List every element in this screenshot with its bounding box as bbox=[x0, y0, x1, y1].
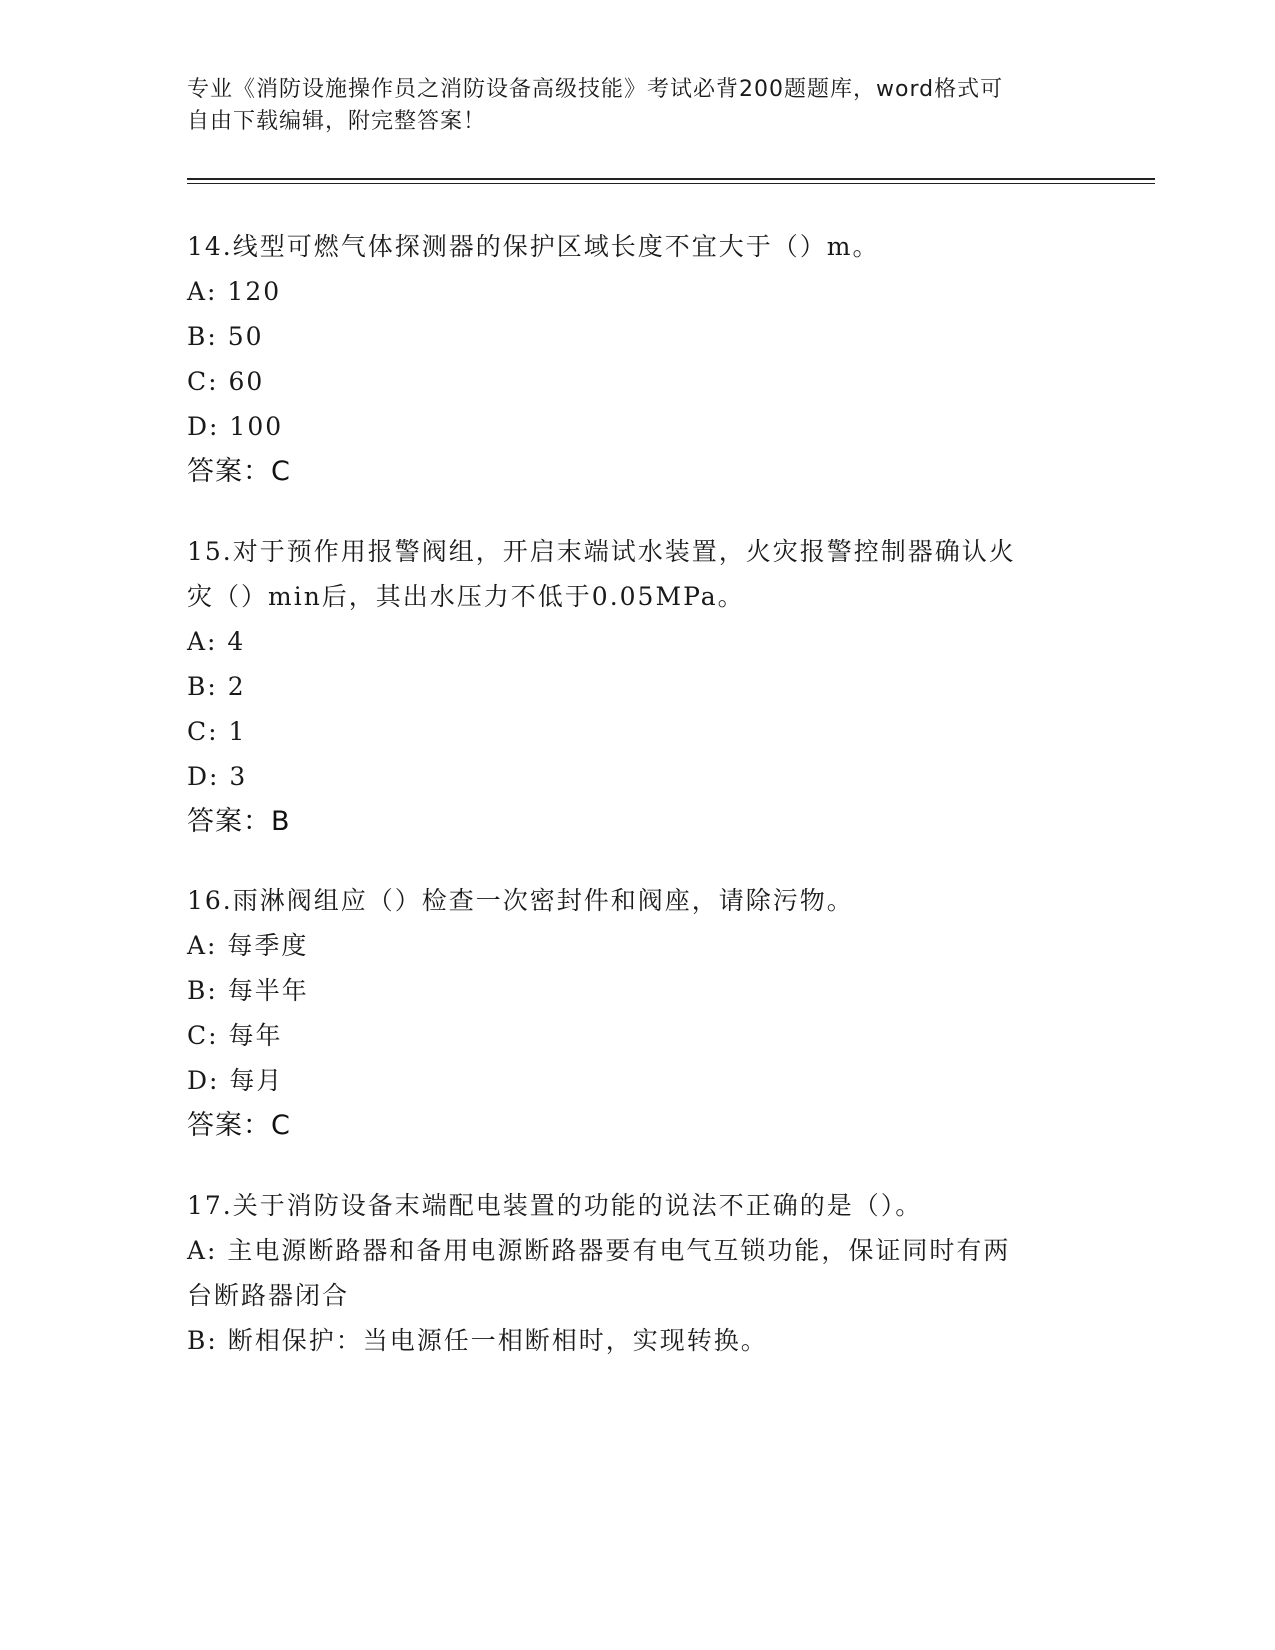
option-c: C: 60 bbox=[187, 367, 265, 396]
header-divider bbox=[187, 178, 1155, 184]
answer-label: 答案：C bbox=[187, 456, 291, 487]
question-stem: 14.线型可燃气体探测器的保护区域长度不宜大于（）m。 bbox=[187, 232, 880, 261]
header-line-1: 专业《消防设施操作员之消防设备高级技能》考试必背200题题库，word格式可 bbox=[187, 77, 1004, 102]
option-a: A: 主电源断路器和备用电源断路器要有电气互锁功能，保证同时有两 bbox=[187, 1236, 1011, 1265]
answer-label: 答案：B bbox=[187, 806, 291, 837]
answer-label: 答案：C bbox=[187, 1110, 291, 1141]
question-16 bbox=[187, 878, 1087, 1148]
option-b: B: 50 bbox=[187, 322, 264, 351]
option-a-cont: 台断路器闭合 bbox=[187, 1281, 350, 1310]
option-a: A: 每季度 bbox=[187, 931, 309, 960]
option-d: D: 3 bbox=[187, 762, 248, 791]
question-stem: 16.雨淋阀组应（）检查一次密封件和阀座，请除污物。 bbox=[187, 886, 854, 915]
option-d: D: 每月 bbox=[187, 1066, 284, 1095]
option-b: B: 每半年 bbox=[187, 976, 309, 1005]
option-a: A: 120 bbox=[187, 277, 282, 306]
option-b: B: 2 bbox=[187, 672, 246, 701]
question-17 bbox=[187, 1183, 1087, 1363]
option-c: C: 每年 bbox=[187, 1021, 283, 1050]
option-c: C: 1 bbox=[187, 717, 247, 746]
header-line-2: 自由下载编辑，附完整答案！ bbox=[187, 109, 487, 134]
question-stem: 17.关于消防设备末端配电装置的功能的说法不正确的是（）。 bbox=[187, 1191, 923, 1220]
question-stem-cont: 灾（）min后，其出水压力不低于0.05MPa。 bbox=[187, 582, 745, 611]
option-d: D: 100 bbox=[187, 412, 284, 441]
question-stem: 15.对于预作用报警阀组，开启末端试水装置，火灾报警控制器确认火 bbox=[187, 537, 1016, 566]
question-14 bbox=[187, 224, 1087, 494]
question-15 bbox=[187, 529, 1087, 844]
document-header bbox=[187, 74, 1087, 138]
option-b: B: 断相保护：当电源任一相断相时，实现转换。 bbox=[187, 1326, 768, 1355]
option-a: A: 4 bbox=[187, 627, 246, 656]
